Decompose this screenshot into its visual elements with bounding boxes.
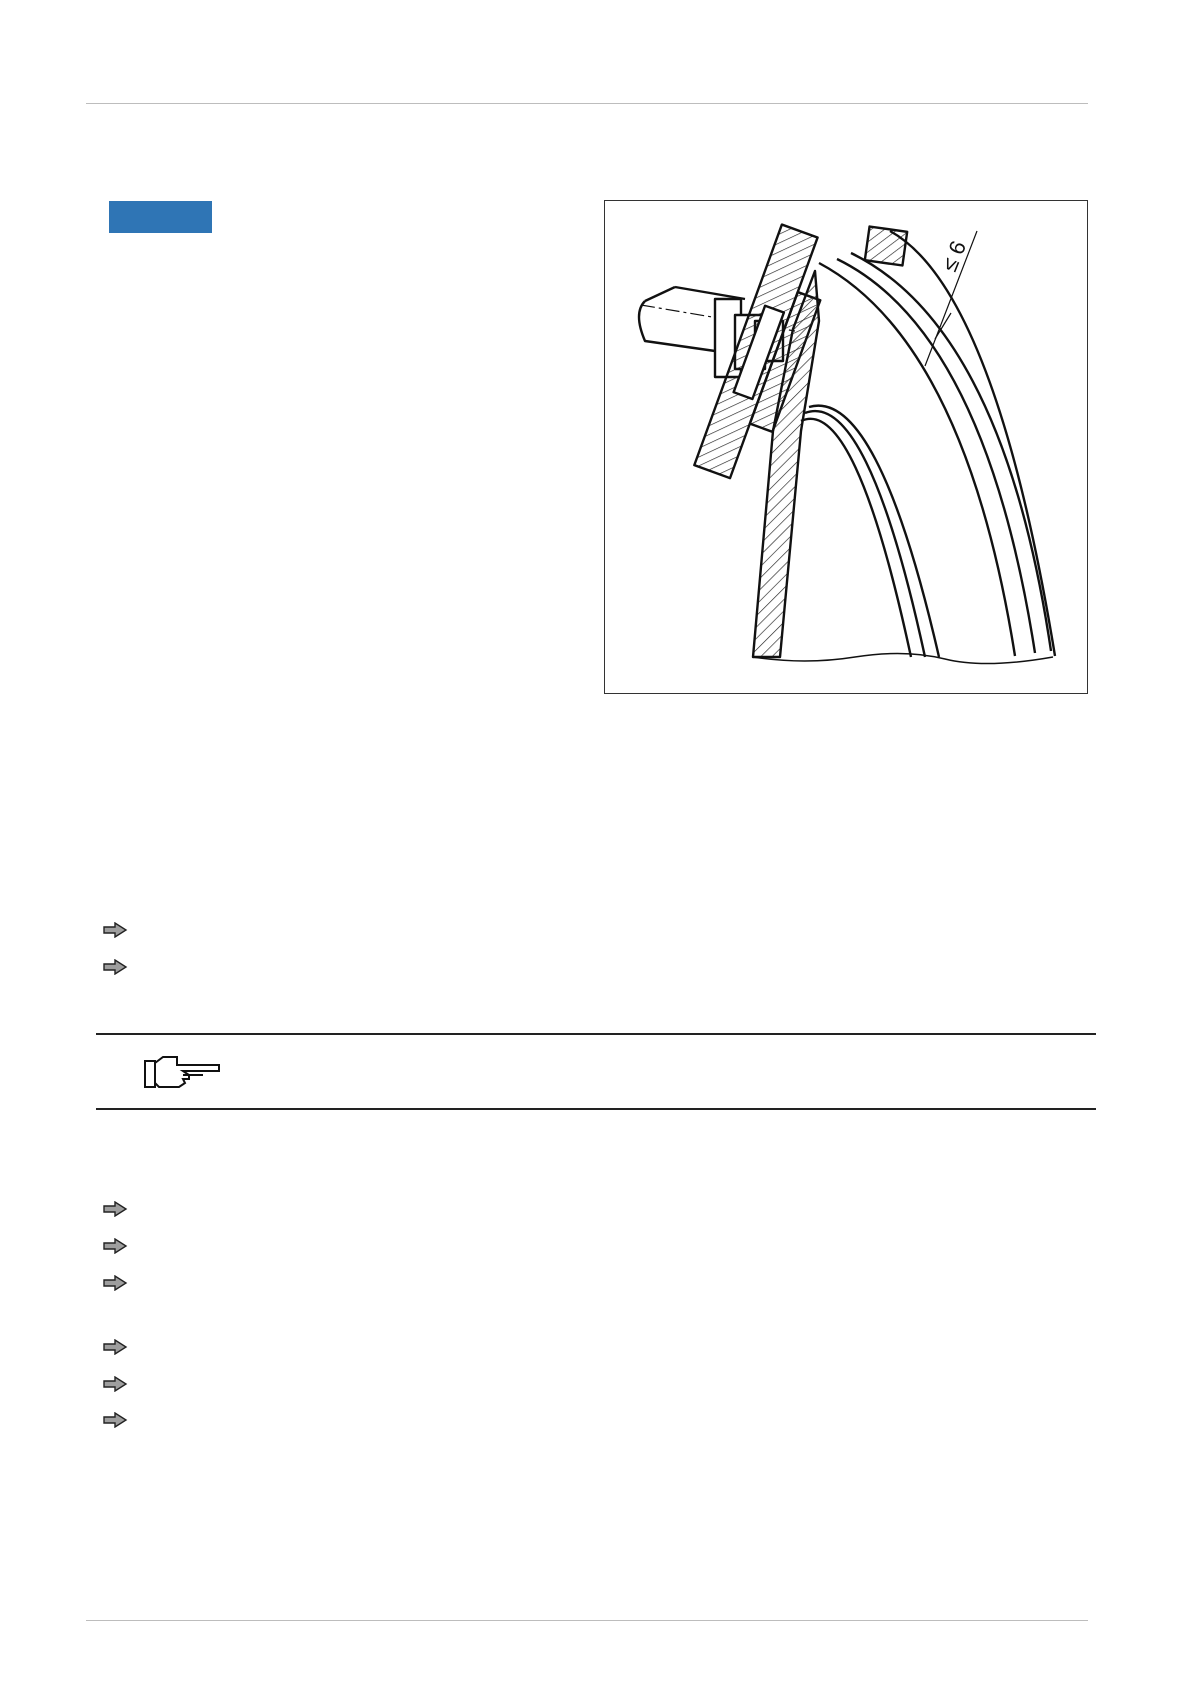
section-badge [109, 201, 212, 233]
pointing-hand-icon [143, 1053, 223, 1089]
header-rule [86, 103, 1088, 104]
arrow-right-icon [102, 959, 128, 975]
footer-rule [86, 1620, 1088, 1621]
arrow-right-icon [102, 1412, 128, 1428]
technical-drawing-figure [604, 200, 1088, 694]
arrow-right-icon [102, 1275, 128, 1291]
arrow-right-icon [102, 1376, 128, 1392]
dimension-label: ≤ 6 [936, 237, 972, 275]
note-top-rule [96, 1033, 1096, 1035]
arrow-right-icon [102, 1201, 128, 1217]
arrow-right-icon [102, 1238, 128, 1254]
arrow-right-icon [102, 922, 128, 938]
arrow-right-icon [102, 1339, 128, 1355]
note-bottom-rule [96, 1108, 1096, 1110]
